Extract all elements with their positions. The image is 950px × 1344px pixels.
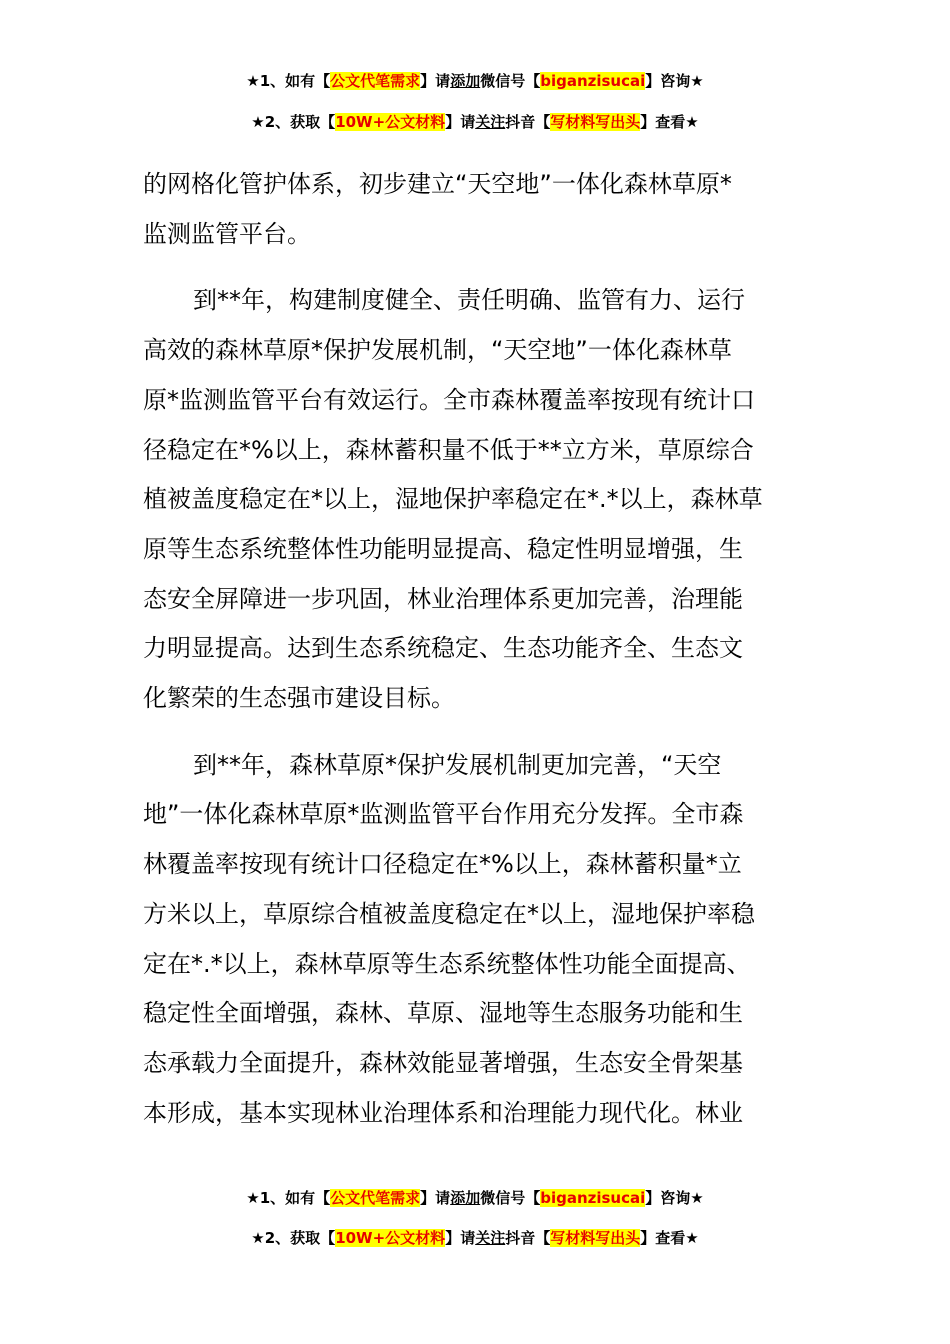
- banner-text: ★2、获取【: [251, 1229, 336, 1247]
- banner-text: 抖音【: [505, 113, 551, 131]
- banner-text: ★1、如有【: [246, 1189, 331, 1207]
- text-line: 到**年，森林草原*保护发展机制更加完善，“天空: [193, 750, 722, 779]
- text-line: 径稳定在*%以上，森林蓄积量不低于**立方米，草原综合: [143, 435, 754, 464]
- text-line: 方米以上，草原综合植被盖度稳定在*以上，湿地保护率稳: [143, 899, 755, 928]
- highlight-wechat-id: biganzisucai: [540, 72, 646, 90]
- text-line: 植被盖度稳定在*以上，湿地保护率稳定在*.*以上，森林草: [143, 485, 763, 514]
- emphasis-add: 添加: [450, 72, 481, 90]
- highlight-materials: 10W+公文材料: [335, 113, 446, 131]
- banner-text: 】请: [445, 1229, 476, 1247]
- text-line: 林覆盖率按现有统计口径稳定在*%以上，森林蓄积量*立: [143, 850, 742, 879]
- banner-text: 】请: [420, 72, 451, 90]
- emphasis-add: 添加: [450, 1189, 481, 1207]
- banner-text: ★2、获取【: [251, 113, 336, 131]
- text-line: 的网格化管护体系，初步建立“天空地”一体化森林草原*: [143, 170, 732, 198]
- document-body: [143, 160, 807, 1138]
- highlight-service: 公文代笔需求: [330, 72, 421, 90]
- paragraph-3: [143, 741, 807, 1139]
- text-line: 监测监管平台。: [143, 219, 311, 248]
- emphasis-follow: 关注: [475, 113, 506, 131]
- header-banner-line-1: [0, 71, 950, 91]
- text-line: 到**年，构建制度健全、责任明确、监管有力、运行: [193, 286, 745, 315]
- emphasis-follow: 关注: [475, 1229, 506, 1247]
- banner-text: 微信号【: [480, 1189, 541, 1207]
- text-line: 态承载力全面提升，森林效能显著增强，生态安全骨架基: [143, 1048, 743, 1077]
- text-line: 高效的森林草原*保护发展机制，“天空地”一体化森林草: [143, 336, 732, 365]
- highlight-wechat-id: biganzisucai: [540, 1189, 646, 1207]
- header-banner-line-2: [0, 112, 950, 132]
- text-line: 态安全屏障进一步巩固，林业治理体系更加完善，治理能: [143, 584, 743, 613]
- banner-text: 】咨询★: [645, 72, 704, 90]
- banner-text: ★1、如有【: [246, 72, 331, 90]
- text-line: 定在*.*以上，森林草原等生态系统整体性功能全面提高、: [143, 949, 751, 978]
- highlight-materials: 10W+公文材料: [335, 1229, 446, 1247]
- highlight-service: 公文代笔需求: [330, 1189, 421, 1207]
- highlight-douyin-account: 写材料写出头: [550, 113, 641, 131]
- banner-text: 】查看★: [640, 1229, 699, 1247]
- text-line: 原*监测监管平台有效运行。全市森林覆盖率按现有统计口: [143, 385, 755, 414]
- text-line: 化繁荣的生态强市建设目标。: [143, 684, 455, 713]
- banner-text: 】咨询★: [645, 1189, 704, 1207]
- text-line: 本形成，基本实现林业治理体系和治理能力现代化。林业: [143, 1098, 743, 1127]
- highlight-douyin-account: 写材料写出头: [550, 1229, 641, 1247]
- banner-text: 】查看★: [640, 113, 699, 131]
- footer-banner-line-1: [0, 1188, 950, 1208]
- text-line: 力明显提高。达到生态系统稳定、生态功能齐全、生态文: [143, 634, 743, 663]
- text-line: 稳定性全面增强，森林、草原、湿地等生态服务功能和生: [143, 999, 743, 1028]
- text-line: 原等生态系统整体性功能明显提高、稳定性明显增强，生: [143, 534, 743, 563]
- banner-text: 微信号【: [480, 72, 541, 90]
- banner-text: 抖音【: [505, 1229, 551, 1247]
- paragraph-1: [143, 160, 807, 259]
- banner-text: 】请: [445, 113, 476, 131]
- footer-banner-line-2: [0, 1228, 950, 1248]
- text-line: 地”一体化森林草原*监测监管平台作用充分发挥。全市森: [143, 800, 744, 829]
- banner-text: 】请: [420, 1189, 451, 1207]
- paragraph-2: [143, 276, 807, 723]
